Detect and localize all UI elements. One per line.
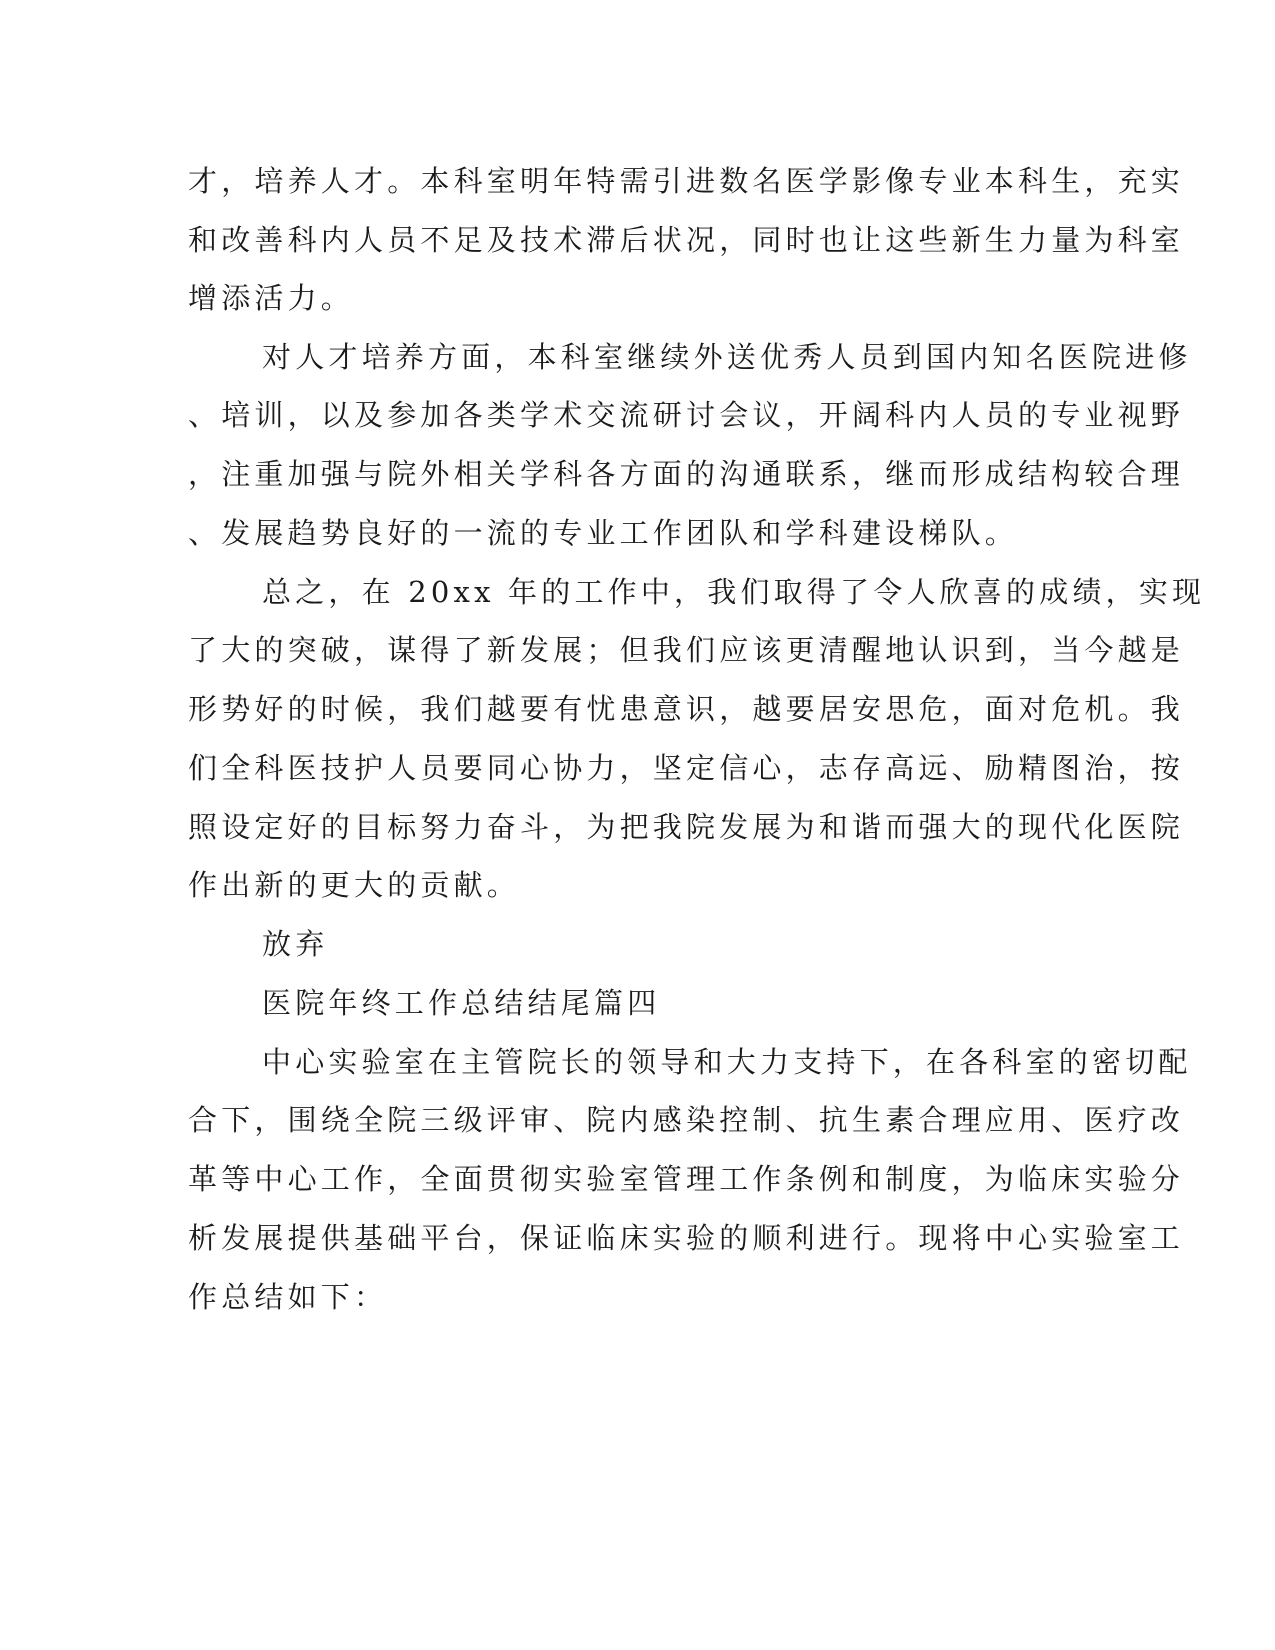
text-line: 形势好的时候，我们越要有忧患意识，越要居安思危，面对危机。我 bbox=[188, 692, 1185, 726]
paragraph-first-line: 中心实验室在主管院长的领导和大力支持下，在各科室的密切配 bbox=[262, 1045, 1192, 1079]
text-line: ，注重加强与院外相关学科各方面的沟通联系，继而形成结构较合理 bbox=[188, 457, 1185, 491]
text-line: 和改善科内人员不足及技术滞后状况，同时也让这些新生力量为科室 bbox=[188, 223, 1185, 257]
text-line: 照设定好的目标努力奋斗，为把我院发展为和谐而强大的现代化医院 bbox=[188, 810, 1185, 844]
text-line: 作总结如下： bbox=[188, 1280, 388, 1314]
text-line: 、培训，以及参加各类学术交流研讨会议，开阔科内人员的专业视野 bbox=[188, 398, 1185, 432]
text-line: 增添活力。 bbox=[188, 281, 355, 315]
standalone-line: 放弃 bbox=[262, 927, 329, 961]
text-line: 、发展趋势良好的一流的专业工作团队和学科建设梯队。 bbox=[188, 516, 1019, 550]
text-line: 才，培养人才。本科室明年特需引进数名医学影像专业本科生，充实 bbox=[188, 164, 1185, 198]
paragraph-first-line: 对人才培养方面，本科室继续外送优秀人员到国内知名医院进修 bbox=[262, 340, 1192, 374]
text-line: 革等中心工作，全面贯彻实验室管理工作条例和制度，为临床实验分 bbox=[188, 1162, 1185, 1196]
paragraph-first-line: 总之，在 20xx 年的工作中，我们取得了令人欣喜的成绩，实现 bbox=[262, 575, 1206, 609]
section-heading: 医院年终工作总结结尾篇四 bbox=[262, 986, 661, 1020]
text-line: 了大的突破，谋得了新发展；但我们应该更清醒地认识到，当今越是 bbox=[188, 633, 1185, 667]
text-line: 析发展提供基础平台，保证临床实验的顺利进行。现将中心实验室工 bbox=[188, 1221, 1185, 1255]
text-line: 合下，围绕全院三级评审、院内感染控制、抗生素合理应用、医疗改 bbox=[188, 1103, 1185, 1137]
text-line: 们全科医技护人员要同心协力，坚定信心，志存高远、励精图治，按 bbox=[188, 751, 1185, 785]
text-line: 作出新的更大的贡献。 bbox=[188, 868, 521, 902]
